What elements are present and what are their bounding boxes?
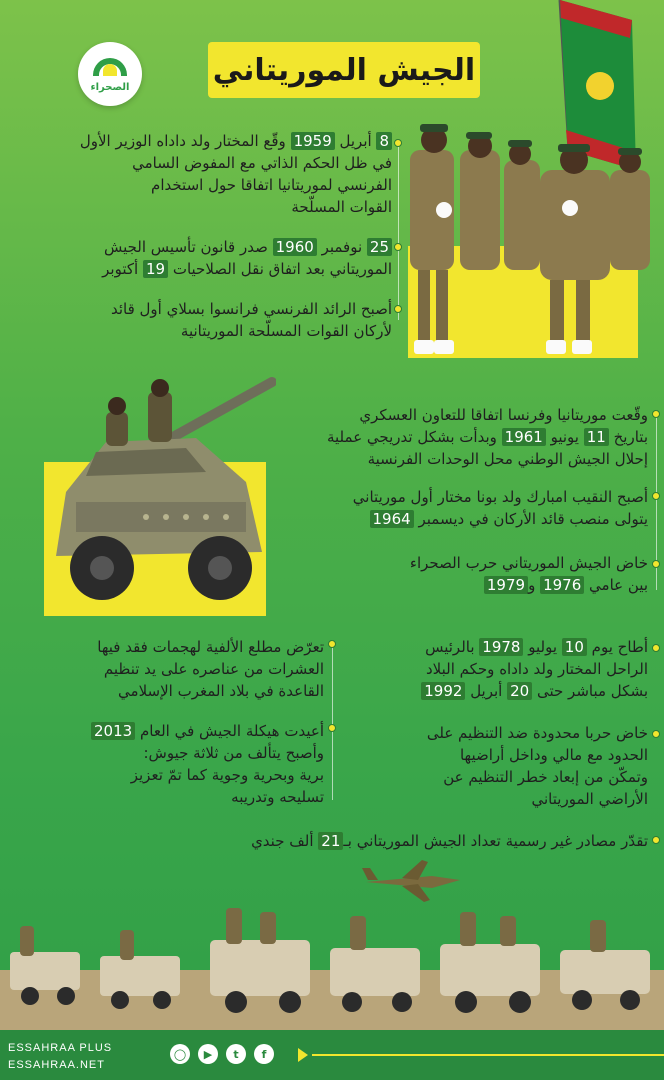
text-segment: تعرّض مطلع الألفية لهجمات فقد فيها [97,638,324,656]
text-line [378,680,648,702]
page-title: الجيش الموريتاني [208,42,480,98]
event-1978-coup [378,636,648,702]
highlighted-number: 1964 [370,510,414,528]
text-segment: ألف جندي [251,832,319,850]
text-segment: بالرئيس [425,638,480,656]
essahraa-logo [78,42,142,106]
highlighted-number: 2013 [91,722,135,740]
youtube-icon[interactable]: ▶ [198,1044,218,1064]
timeline-dot [328,640,336,648]
facebook-icon[interactable]: f [254,1044,274,1064]
timeline-line-right-top [398,140,399,320]
highlighted-number: 19 [143,260,168,278]
text-segment: أصبح النقيب امبارك ولد بونا مختار أول موريتاني [352,488,648,506]
highlighted-number: 8 [376,132,392,150]
brand-name: ESSAHRAA PLUS [8,1042,113,1054]
text-segment: القاعدة في بلاد المغرب الإسلامي [118,682,324,700]
text-line [282,574,648,596]
timeline-dot [394,243,402,251]
timeline-dot [652,836,660,844]
event-1961 [282,404,648,470]
highlighted-number: 11 [584,428,609,446]
text-line [22,320,392,342]
highlighted-number: 10 [562,638,587,656]
text-segment: إحلال الجيش الوطني محل الوحدات الفرنسية [367,450,648,468]
text-segment: بين عامي [584,576,648,594]
text-line [22,236,392,258]
text-line [282,552,648,574]
text-line [34,680,324,702]
text-line [34,742,324,764]
text-line [22,152,392,174]
arrow-icon [298,1048,308,1062]
text-segment: الأراضي الموريتاني [531,790,648,808]
text-line [378,658,648,680]
twitter-icon[interactable]: t [226,1044,246,1064]
highlighted-number: 1960 [273,238,317,256]
text-segment: خاض حربا محدودة ضد التنظيم على [426,724,648,742]
timeline-dot [652,644,660,652]
text-line [282,404,648,426]
text-segment: وقّع المختار ولد داداه الوزير الأول [79,132,291,150]
timeline-dot [394,305,402,313]
armored-vehicle-photo [36,372,276,622]
logo-mark-icon [91,56,129,80]
text-segment: نوفمبر [316,238,367,256]
text-segment: الفرنسي لموريتانيا اتفاقا حول استخدام [151,176,392,194]
text-line [378,788,648,810]
text-segment: يوليو [523,638,562,656]
text-line [378,636,648,658]
highlighted-number: 1961 [502,428,546,446]
text-line [282,448,648,470]
logo-text: الصحراء [90,81,130,93]
event-1964 [282,486,648,530]
text-line [22,174,392,196]
text-segment: برية وبحرية وجوية كما تمّ تعزيز [130,766,324,784]
text-segment: لأركان القوات المسلّحة الموريتانية [180,322,392,340]
text-segment: الموريتاني بعد اتفاق نقل الصلاحيات [168,260,392,278]
text-line [22,258,392,280]
event-western-sahara-war [282,552,648,596]
text-line [22,130,392,152]
text-line [34,786,324,808]
text-segment: أطاح يوم [586,638,648,656]
text-segment: أبريل [334,132,377,150]
text-segment: وبدأت بشكل تدريجي عملية [326,428,502,446]
brand-website[interactable]: ESSAHRAA.NET [8,1059,105,1071]
text-segment: تقدّر مصادر غير رسمية تعداد الجيش الموريتاني بـ [343,832,648,850]
text-line [34,764,324,786]
text-line [378,722,648,744]
text-line [34,830,648,852]
text-segment: وأصبح يتألف من ثلاثة جيوش: [143,744,324,762]
text-segment: الراحل المختار ولد داداه وحكم البلاد [425,660,648,678]
highlighted-number: 1959 [291,132,335,150]
text-segment: أكتوبر [102,260,143,278]
text-line [34,658,324,680]
text-line [378,766,648,788]
highlighted-number: 1976 [540,576,584,594]
marching-soldiers-photo [400,0,664,362]
text-line [34,720,324,742]
timeline-dot [328,724,336,732]
text-segment: يتولى منصب قائد الأركان في ديسمبر [413,510,648,528]
highlighted-number: 1992 [421,682,465,700]
text-segment: وتمكّن من إبعاد خطر التنظيم عن [443,768,648,786]
text-segment: أصبح الرائد الفرنسي فرانسوا بسلاي أول قائد [110,300,392,318]
text-line [282,426,648,448]
text-segment: وقّعت موريتانيا وفرنسا اتفاقا للتعاون العسكري [359,406,648,424]
text-line [378,744,648,766]
text-line [282,508,648,530]
text-segment: أعيدت هيكلة الجيش في العام [135,722,324,740]
highlighted-number: 21 [318,832,343,850]
event-mali-border-war [378,722,648,810]
event-first-commander [22,298,392,342]
highlighted-number: 20 [507,682,532,700]
text-segment: تسليحه وتدريبه [231,788,324,806]
timeline-line-center [332,640,333,800]
text-line [22,298,392,320]
text-line [282,486,648,508]
timeline-dot [652,492,660,500]
text-segment: خاض الجيش الموريتاني حرب الصحراء [409,554,648,572]
text-segment: في ظل الحكم الذاتي مع المفوض السامي [132,154,392,172]
highlighted-number: 1979 [484,576,528,594]
event-1959 [22,130,392,218]
aircraft-photo [362,858,466,906]
text-segment: و [528,576,541,594]
timeline-dot [394,139,402,147]
event-1960 [22,236,392,280]
text-segment: بشكل مباشر حتى [532,682,648,700]
text-segment: بتاريخ [608,428,648,446]
text-segment: القوات المسلّحة [291,198,392,216]
timeline-dot [652,560,660,568]
event-2013-restructure [34,720,324,808]
timeline-dot [652,730,660,738]
military-convoy-photo [0,900,664,1030]
timeline-dot [652,410,660,418]
text-segment: أبريل [465,682,508,700]
text-line [22,196,392,218]
footer-accent-line [312,1054,664,1056]
event-aqim-attacks [34,636,324,702]
text-segment: صدر قانون تأسيس الجيش [103,238,273,256]
army-size-estimate [34,830,648,852]
highlighted-number: 25 [367,238,392,256]
text-segment: الحدود مع مالي وداخل أراضيها [459,746,648,764]
web-icon[interactable]: ◯ [170,1044,190,1064]
text-segment: يونيو [545,428,584,446]
text-segment: العشرات من عناصره على يد تنظيم [103,660,324,678]
highlighted-number: 1978 [479,638,523,656]
text-line [34,636,324,658]
